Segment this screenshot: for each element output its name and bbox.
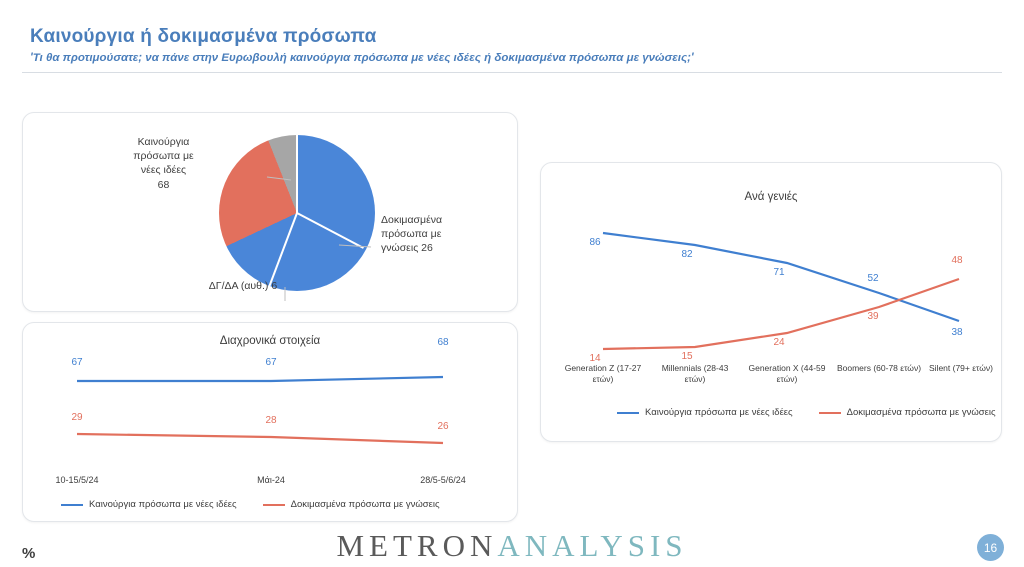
generations-title: Ανά γενιές xyxy=(744,191,798,203)
page-subtitle: 'Τι θα προτιμούσατε; να πάνε στην Ευρωβουλή καινούργια πρόσωπα με νέες ιδέες ή δοκιμασμένα πρόσωπα με γνώσεις;' xyxy=(30,52,694,64)
generations-x-tick: Boomers (60-78 ετών) xyxy=(836,363,922,373)
legend-label: Δοκιμασμένα πρόσωπα με γνώσεις xyxy=(290,499,440,510)
timeseries-title: Διαχρονικά στοιχεία xyxy=(219,335,321,347)
legend-label: Δοκιμασμένα πρόσωπα με γνώσεις xyxy=(846,407,996,418)
pie-label-dont-know: ΔΓ/ΔΑ (αυθ.) 6 xyxy=(208,280,278,292)
brand-metron: METRON xyxy=(336,528,498,563)
generations-lines xyxy=(563,211,981,371)
timeseries-x-axis xyxy=(43,475,499,491)
pie-chart-card xyxy=(22,112,518,312)
generations-point-label: 14 xyxy=(589,353,601,364)
timeseries-point-label: 68 xyxy=(437,337,449,348)
page-number-badge: 16 xyxy=(977,534,1004,561)
legend-swatch-icon xyxy=(61,504,83,506)
generations-point-label: 24 xyxy=(773,337,785,348)
generations-point-label: 48 xyxy=(951,255,963,266)
legend-item-experienced xyxy=(819,407,996,418)
pie-label-experienced: Δοκιμασμένα πρόσωπα με γνώσεις 26 xyxy=(381,214,443,255)
header-divider xyxy=(22,72,1002,73)
pie-chart xyxy=(219,135,375,291)
timeseries-point-label: 67 xyxy=(265,357,277,368)
generations-point-label: 39 xyxy=(867,311,879,322)
legend-item-new-faces xyxy=(61,499,237,510)
generations-x-tick: Silent (79+ ετών) xyxy=(929,363,993,373)
percent-symbol: % xyxy=(22,545,36,562)
legend-label: Καινούργια πρόσωπα με νέες ιδέες xyxy=(645,407,793,418)
generations-point-label: 71 xyxy=(773,267,785,278)
timeseries-point-label: 29 xyxy=(71,412,83,423)
generations-point-label: 52 xyxy=(867,273,879,284)
legend-swatch-icon xyxy=(617,412,639,414)
timeseries-point-label: 67 xyxy=(71,357,83,368)
pie-label-new-faces: Καινούργια πρόσωπα με νέες ιδέες 68 xyxy=(133,136,194,191)
legend-item-experienced xyxy=(263,499,440,510)
generations-legend xyxy=(617,407,996,418)
brand-analysis: ANALYSIS xyxy=(497,528,688,563)
generations-x-tick: Millennials (28-43 ετών) xyxy=(661,363,729,384)
generations-x-tick: Generation X (44-59 ετών) xyxy=(748,363,826,384)
timeseries-lines xyxy=(43,359,499,469)
generations-chart-card xyxy=(540,162,1002,442)
legend-swatch-icon xyxy=(819,412,841,414)
page-title: Καινούργια ή δοκιμασμένα πρόσωπα xyxy=(30,26,377,47)
timeseries-chart-card xyxy=(22,322,518,522)
legend-item-new-faces xyxy=(617,407,793,418)
timeseries-point-label: 26 xyxy=(437,421,449,432)
legend-label: Καινούργια πρόσωπα με νέες ιδέες xyxy=(89,499,237,510)
generations-point-label: 82 xyxy=(681,249,693,260)
brand-logo xyxy=(0,528,1024,564)
generations-point-label: 86 xyxy=(589,237,601,248)
generations-plot xyxy=(563,211,981,371)
generations-x-axis xyxy=(553,363,991,393)
timeseries-x-tick: Μάι-24 xyxy=(257,475,285,485)
timeseries-x-tick: 28/5-5/6/24 xyxy=(420,475,466,485)
legend-swatch-icon xyxy=(263,504,285,506)
generations-point-label: 15 xyxy=(681,351,693,362)
timeseries-x-tick: 10-15/5/24 xyxy=(55,475,99,485)
timeseries-legend xyxy=(61,499,440,510)
generations-x-tick: Generation Z (17-27 ετών) xyxy=(564,363,642,384)
timeseries-point-label: 28 xyxy=(265,415,277,426)
generations-point-label: 38 xyxy=(951,327,963,338)
